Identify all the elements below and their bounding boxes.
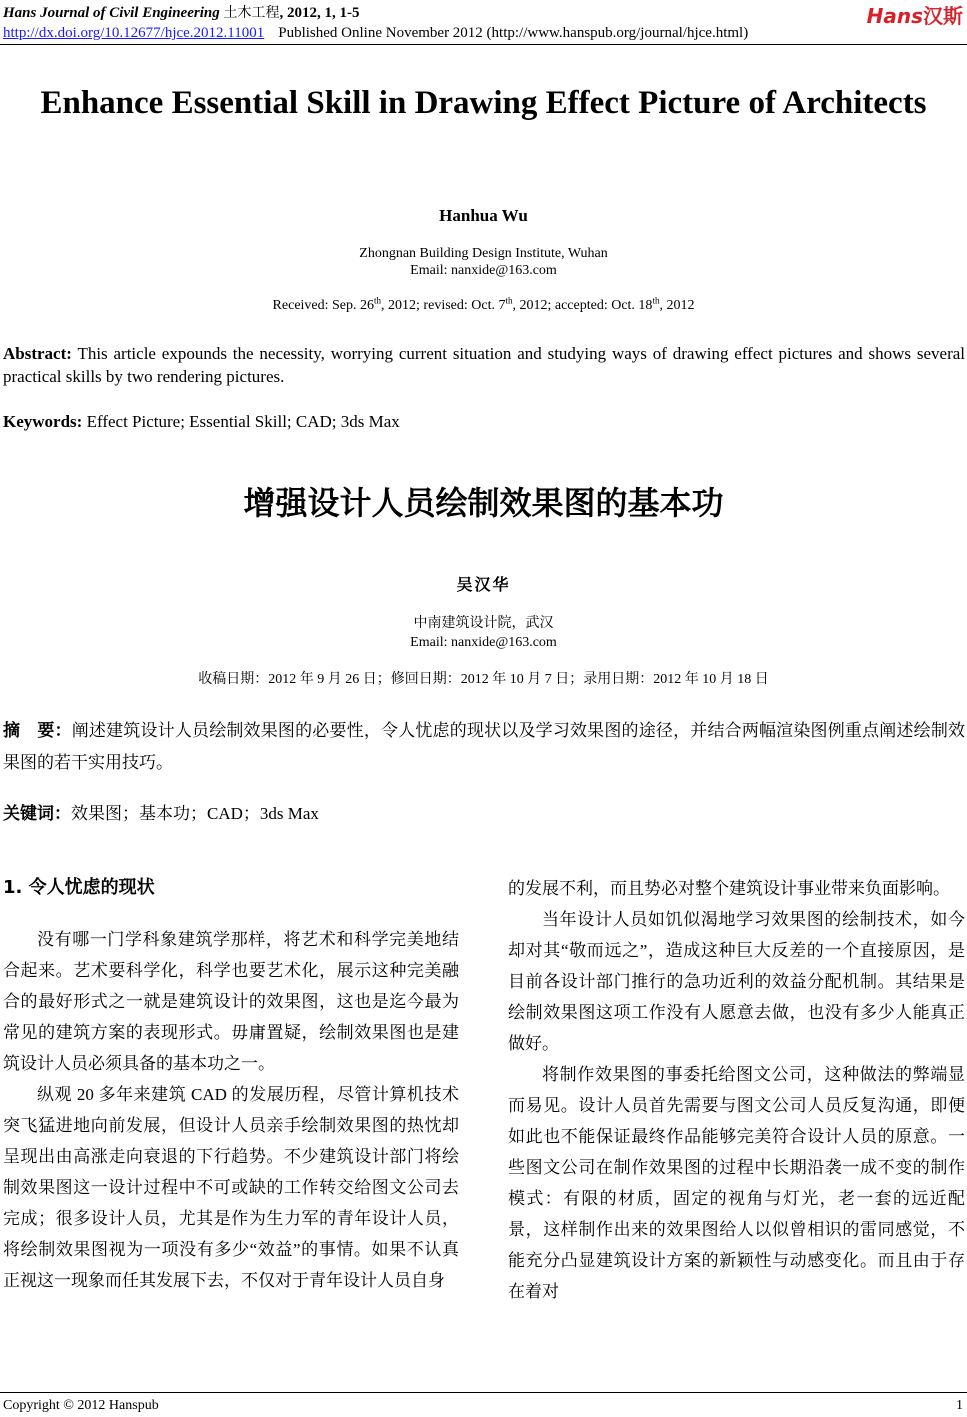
doi-link[interactable]: http://dx.doi.org/10.12677/hjce.2012.11001	[3, 25, 265, 41]
english-affiliation: Zhongnan Building Design Institute, Wuhan	[359, 246, 608, 261]
english-keywords	[3, 410, 965, 433]
body-paragraph: 当年设计人员如饥似渴地学习效果图的绘制技术，如今却对其“敬而远之”，造成这种巨大反差的一个直接原因，是目前各设计部门推行的急功近利的效益分配机制。其结果是绘制效果图这项工作没有人愿意去做，也没有多少人能真正做好。	[508, 910, 965, 1053]
english-email: Email: nanxide@163.com	[410, 263, 557, 278]
body-paragraph: 纵观 20 多年来建筑 CAD 的发展历程，尽管计算机技术突飞猛进地向前发展，但设计人员亲手绘制效果图的热忱却呈现出由高涨走向衰退的下行趋势。不少建筑设计部门将绘制效果图这一设计过程中不可或缺的工作转交给图文公司去完成；很多设计人员，尤其是作为生力军的青年设计人员，将绘制效果图视为一项没有多少“效益”的事情。如果不认真正视这一现象而任其发展下去，不仅对于青年设计人员自身	[3, 1085, 459, 1290]
accepted-year: , 2012	[659, 298, 695, 313]
body-paragraph: 没有哪一门学科象建筑学那样，将艺术和科学完美地结合起来。艺术要科学化，科学也要艺术化，展示这种完美融合的最好形式之一就是建筑设计的效果图，这也是迄今最为常见的建筑方案的表现形式。毋庸置疑，绘制效果图也是建筑设计人员必须具备的基本功之一。	[3, 930, 459, 1073]
right-column	[508, 873, 965, 1307]
chinese-author: 吴汉华	[456, 575, 511, 594]
header-divider	[0, 44, 967, 45]
accepted-text: , 2012; accepted: Oct. 18	[512, 298, 653, 313]
body-paragraph-continuation: 的发展不利，而且势必对整个建筑设计事业带来负面影响。	[508, 879, 950, 898]
logo-text-cn: 汉斯	[923, 4, 963, 28]
chinese-affiliation-block	[0, 614, 967, 652]
chinese-abstract-label: 摘 要：	[3, 721, 72, 741]
journal-volume: , 2012, 1, 1-5	[279, 5, 360, 21]
abstract-label: Abstract:	[3, 344, 72, 363]
chinese-keywords	[3, 802, 965, 826]
keywords-label: Keywords:	[3, 412, 83, 431]
logo-text-en: Hans	[866, 4, 923, 28]
chinese-email: Email: nanxide@163.com	[410, 635, 557, 650]
body-paragraph: 将制作效果图的事委托给图文公司，这种做法的弊端显而易见。设计人员首先需要与图文公司人员反复沟通，即便如此也不能保证最终作品能够完美符合设计人员的原意。一些图文公司在制作效果图的过程中长期沿袭一成不变的制作模式：有限的材质，固定的视角与灯光，老一套的远近配景，这样制作出来的效果图给人以似曾相识的雷同感觉，不能充分凸显建筑设计方案的新颖性与动感变化。而且由于存在着对	[508, 1065, 965, 1301]
english-received-dates	[0, 295, 967, 314]
chinese-keywords-label: 关键词：	[3, 804, 71, 824]
doi-line	[3, 25, 748, 42]
revised-sup: th	[505, 295, 513, 306]
english-author: Hanhua Wu	[439, 206, 528, 225]
copyright: Copyright © 2012 Hanspub	[3, 1398, 159, 1413]
accepted-sup: th	[652, 295, 660, 306]
english-abstract	[3, 342, 965, 388]
chinese-affiliation: 中南建筑设计院，武汉	[413, 616, 554, 631]
english-title: Enhance Essential Skill in Drawing Effect Picture of Architects	[40, 85, 927, 121]
chinese-abstract-text: 阐述建筑设计人员绘制效果图的必要性，令人忧虑的现状以及学习效果图的途径，并结合两幅渲染图例重点阐述绘制效果图的若干实用技巧。	[3, 721, 966, 772]
chinese-abstract	[3, 715, 965, 778]
received-text: Received: Sep. 26	[272, 298, 375, 313]
received-sup: th	[374, 295, 382, 306]
chinese-title: 增强设计人员绘制效果图的基本功	[243, 484, 724, 522]
keywords-text: Effect Picture; Essential Skill; CAD; 3ds Max	[82, 412, 400, 431]
chinese-keywords-text: 效果图；基本功；CAD；3ds Max	[71, 804, 319, 823]
chinese-received-dates: 收稿日期：2012 年 9 月 26 日；修回日期：2012 年 10 月 7 日；录用日期：2012 年 10 月 18 日	[198, 672, 769, 687]
journal-header	[3, 2, 359, 22]
page-number: 1	[956, 1398, 963, 1413]
footer-divider	[0, 1392, 967, 1393]
hanspub-logo	[867, 0, 963, 29]
journal-name: Hans Journal of Civil Engineering	[3, 5, 220, 21]
abstract-text: This article expounds the necessity, worrying current situation and studying ways of drawing effect pictures and shows several practical skills by two rendering pictures.	[3, 344, 965, 386]
journal-name-cn: 土木工程	[223, 5, 280, 21]
section-heading: 1. 令人忧虑的现状	[3, 877, 155, 898]
english-affiliation-block	[0, 245, 967, 279]
left-column	[3, 924, 459, 1296]
published-info: Published Online November 2012 (http://www.hanspub.org/journal/hjce.html)	[278, 25, 749, 41]
revised-text: , 2012; revised: Oct. 7	[381, 298, 506, 313]
